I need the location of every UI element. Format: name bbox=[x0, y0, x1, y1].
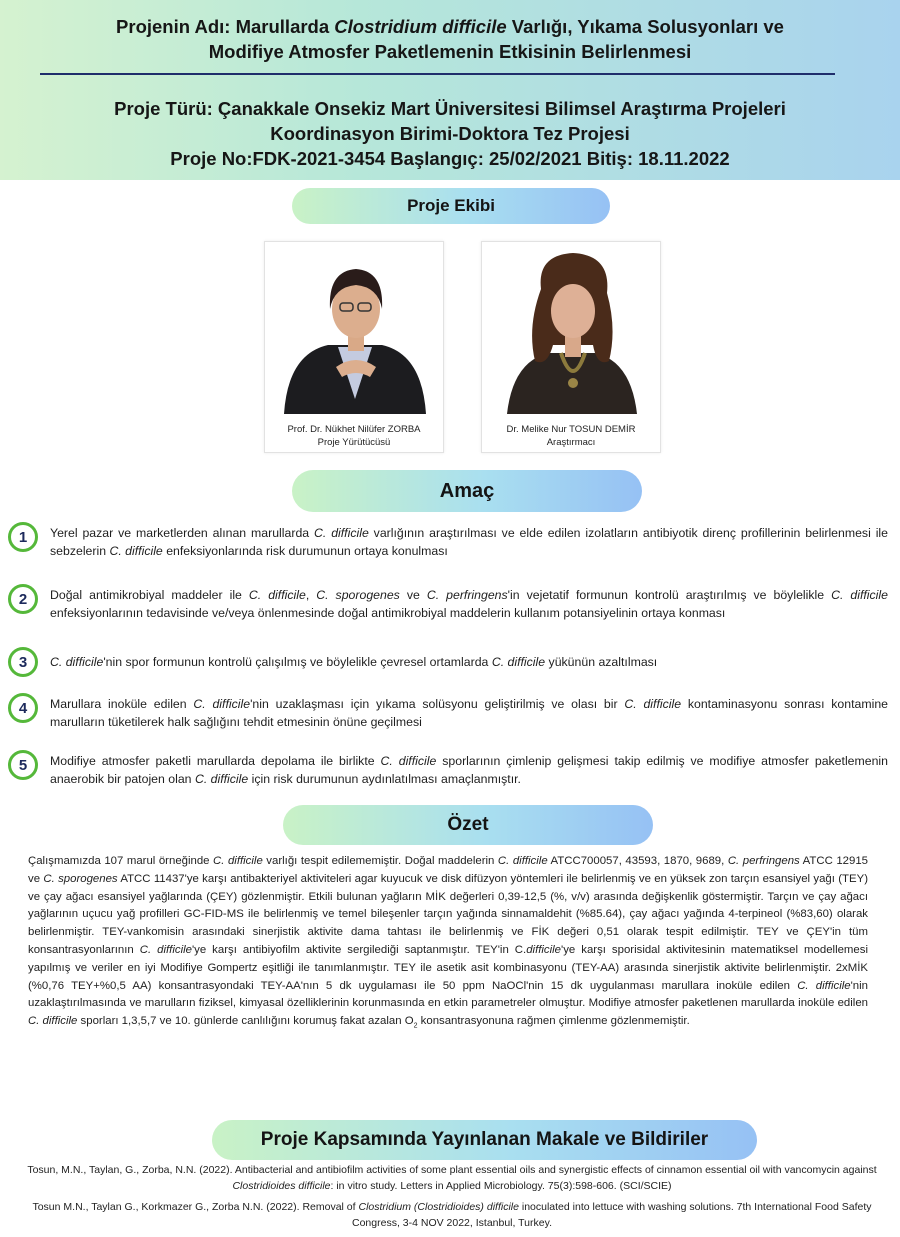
title-part: Projenin Adı: Marullarda bbox=[116, 16, 335, 37]
team-member-name: Dr. Melike Nur TOSUN DEMİR bbox=[506, 424, 636, 435]
team-heading: Proje Ekibi bbox=[292, 188, 610, 224]
publication-1: Tosun, M.N., Taylan, G., Zorba, N.N. (2022). Antibacterial and antibiofilm activities of some plant essential oils and synergistic effects of cinnamon essential oil with vancomycin against Clostridioides difficile: in vitro study. Letters in Applied Microbiology. 75(3):598-606. (SCI/SCIE) bbox=[27, 1164, 877, 1192]
team-member-role: Proje Yürütücüsü bbox=[317, 437, 391, 448]
aims-heading: Amaç bbox=[292, 470, 642, 512]
summary-text: Çalışmamızda 107 marul örneğinde C. difficile varlığı tespit edilememiştir. Doğal maddelerin C. difficile ATCC700057, 43593, 1870, 9689, C. perfringens ATCC 12915 ve C. sporogenes ATCC 11437'ye karşı antibakteriyel aktiviteleri agar kuyucuk ve disk difüzyon yöntemleri ile belirlenmiş ve en yüksek zon tarçın esansiyel yağı (TEY) ve çay ağacı esansiyel yağlarında (ÇEY) gözlenmiştir. Etkili bulunan yağların MİK değerleri 0,39-12,5 (%, v/v) arasında değişkenlik göstermiştir. Tarçın ve çay ağacı yağlarının uçucu yağ profilleri GC-FID-MS ile belirlenmiş ve temel bileşenler tarçın yağında sinnamaldehit (%85.64), çay ağacı yağında 4-terpineol (%83,60) olarak belirlenmiştir. TEY-vankomisin arasındaki sinerjistik aktivite dama tahtası ile belirlenmiş ve FİK değeri 0,51 olarak tespit edilmiştir. TEY ve ÇEY'in tüm konsantrasyonlarının C. difficile'ye karşı antibiyofilm aktivite sergilediği saptanmıştır. TEY'in C.difficile'ye karşı sporisidal aktivitesinin matematiksel modellemesi yapılmış ve veriler en iyi Modifiye Gompertz eşitliği ile tanımlanmıştır. TEY ile asetik asit kombinasyonu (TEY-AA) arasında sinerjistik aktivite belirlenmiştir. 2xMİK (%0,76 TEY+%0,5 AA) konsantrasyondaki TEY-AA'nın 5 dk uygulaması ile 50 ppm NaOCl'nin 15 dk uygulanması marullara inoküle edilen C. difficile'nin uzaklaştırılmasında ve marulların fiziksel, kimyasal özelliklerinin korunmasında en etkin parametreler olmuştur. Modifiye atmosfer paketlenen marullarda inoküle edilen C. difficile sporları 1,3,5,7 ve 10. günlerde canlılığını korumuş fakat azalan $O_2$ konsantrasyonuna rağmen çimlenme gözlenmemiştir. bbox=[28, 855, 868, 1030]
title-line2: Modifiye Atmosfer Paketlemenin Etkisinin Belirlenmesi bbox=[208, 41, 692, 62]
team-member-role: Araştırmacı bbox=[546, 437, 596, 448]
project-title bbox=[20, 14, 880, 64]
aim-number-badge: 3 bbox=[8, 647, 38, 677]
portrait-photo bbox=[272, 249, 438, 414]
project-number: Proje No:FDK-2021-3454 Başlangıç: 25/02/2021 Bitiş: 18.11.2022 bbox=[170, 148, 730, 169]
project-type: Proje Türü: Çanakkale Onsekiz Mart Üniversitesi Bilimsel Araştırma Projeleri bbox=[114, 98, 786, 119]
aim-text: Yerel pazar ve marketlerden alınan marullarda C. difficile varlığının araştırılması ve elde edilen izolatların antibiyotik direnç profillerinin belirlenmesi ile sebzelerin C. difficile enfeksiyonlarında risk durumunun ortaya konulması bbox=[50, 526, 889, 558]
portrait-zorba bbox=[272, 249, 438, 414]
aim-number-badge: 1 bbox=[8, 522, 38, 552]
aim-text: Modifiye atmosfer paketli marullarda depolama ile birlikte C. difficile sporlarının çimlenip gelişmesi takip edilmiş ve modifiye atmosfer paketlemenin anaerobik bir patojen olan C. difficile için risk durumunun aydınlatılması amaçlanmıştır. bbox=[50, 754, 889, 786]
team-member-2-caption bbox=[482, 423, 660, 449]
aim-text: C. difficile'nin spor formunun kontrolü çalışılmış ve böylelikle çevresel ortamlarda C. difficile yükünün azaltılması bbox=[50, 655, 658, 669]
aim-number-badge: 2 bbox=[8, 584, 38, 614]
aim-number-badge: 5 bbox=[8, 750, 38, 780]
team-member-name: Prof. Dr. Nükhet Nilüfer ZORBA bbox=[287, 424, 421, 435]
title-italic: Clostridium difficile bbox=[334, 16, 507, 37]
publication-2: Tosun M.N., Taylan G., Korkmazer G., Zorba N.N. (2022). Removal of Clostridium (Clostridioides) difficile inoculated into lettuce with washing solutions. 7th International Food Safety Congress, 3-4 NOV 2022, Istanbul, Turkey. bbox=[32, 1201, 872, 1229]
team-card-2 bbox=[481, 241, 661, 453]
team-card-1 bbox=[264, 241, 444, 453]
portrait-tosun-demir bbox=[489, 249, 655, 414]
aim-text: Marullara inoküle edilen C. difficile'nin uzaklaşması için yıkama solüsyonu geliştirilmiş ve olası bir C. difficile kontaminasyonu sonrası kontamine marulların tüketilerek halk sağlığını tehdit etmesinin önüne geçilmesi bbox=[50, 697, 889, 729]
portrait-photo bbox=[489, 249, 655, 414]
team-member-1-caption bbox=[265, 423, 443, 449]
title-part: Varlığı, Yıkama Solusyonları ve bbox=[506, 16, 784, 37]
aim-text: Doğal antimikrobiyal maddeler ile C. difficile, C. sporogenes ve C. perfringens'in vejetatif formunun kontrolü araştırılmış ve böylelikle C. difficile enfeksiyonlarının tedavisinde ve/veya önlenmesinde doğal antimikrobiyal maddelerin kullanım potansiyelinin ortaya konması bbox=[50, 588, 888, 620]
header-banner bbox=[0, 0, 900, 180]
aim-number-badge: 4 bbox=[8, 693, 38, 723]
summary-heading: Özet bbox=[283, 805, 653, 845]
project-unit: Koordinasyon Birimi-Doktora Tez Projesi bbox=[270, 123, 630, 144]
publications-heading: Proje Kapsamında Yayınlanan Makale ve Bildiriler bbox=[212, 1120, 757, 1160]
project-info bbox=[20, 96, 880, 171]
header-divider bbox=[40, 73, 835, 75]
